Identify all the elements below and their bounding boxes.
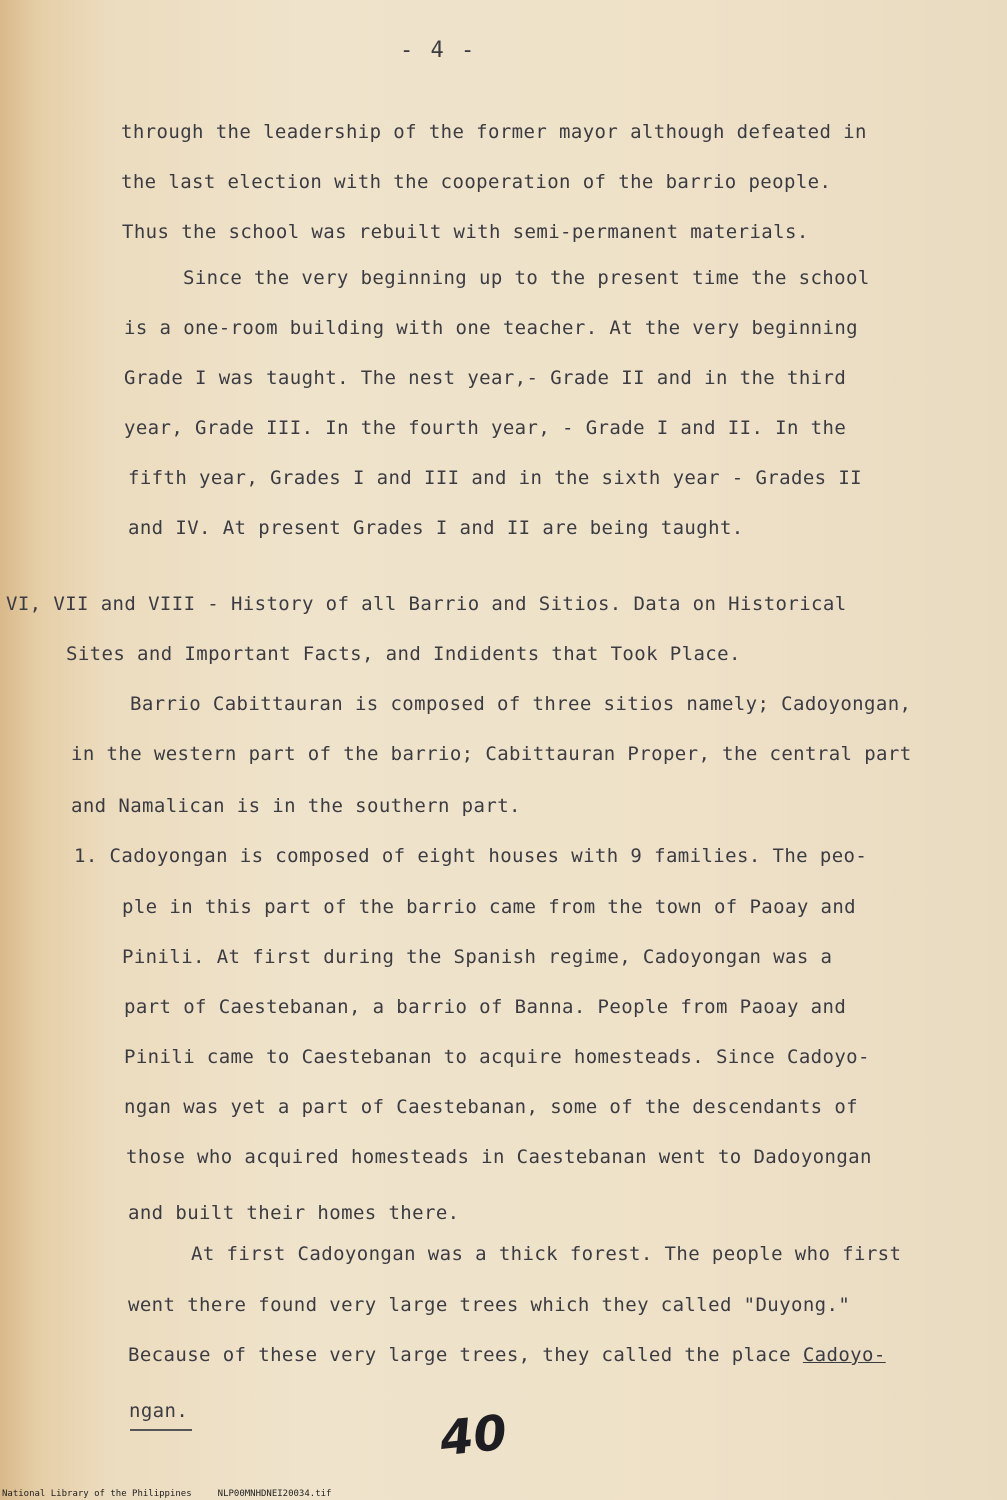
text-line: in the western part of the barrio; Cabittauran Proper, the central part [71, 743, 912, 765]
text-line: and IV. At present Grades I and II are being taught. [128, 517, 744, 539]
footer-file: NLP00MNHDNEI20034.tif [217, 1489, 332, 1499]
footer [2, 1489, 331, 1499]
text-line: went there found very large trees which they called "Duyong." [128, 1294, 851, 1316]
text-line: ple in this part of the barrio came from the town of Paoay and [122, 896, 857, 918]
list-item: 1. Cadoyongan is composed of eight houses with 9 families. The peo- [74, 845, 868, 867]
text-line: At first Cadoyongan was a thick forest. The people who first [191, 1243, 902, 1265]
text-line: those who acquired homesteads in Caestebanan went to Dadoyongan [126, 1146, 872, 1168]
text-line: Thus the school was rebuilt with semi-permanent materials. [122, 221, 809, 243]
text-line: through the leadership of the former mayor although defeated in [121, 121, 867, 143]
divider [130, 1429, 192, 1431]
page-number: - 4 - [400, 38, 477, 63]
text-line: Grade I was taught. The nest year,- Grade II and in the third [124, 367, 847, 389]
text-line: is a one-room building with one teacher. At the very beginning [124, 317, 859, 339]
text-line: ngan was yet a part of Caestebanan, some of the descendants of [124, 1096, 859, 1118]
text-line: Pinili. At first during the Spanish regime, Cadoyongan was a [122, 946, 833, 968]
section-heading: VI, VII and VIII - History of all Barrio and Sitios. Data on Historical [6, 593, 847, 615]
text-line: part of Caestebanan, a barrio of Banna. People from Paoay and [124, 996, 847, 1018]
text-line: Barrio Cabittauran is composed of three sitios namely; Cadoyongan, [130, 693, 912, 715]
text-line: Since the very beginning up to the present time the school [183, 267, 870, 289]
text-line: Pinili came to Caestebanan to acquire homesteads. Since Cadoyo- [124, 1046, 870, 1068]
text-line [128, 1343, 886, 1367]
text-line-main: Because of these very large trees, they called the place [128, 1344, 803, 1366]
handwritten-page-stamp: 40 [437, 1404, 510, 1468]
underlined-word: Cadoyo- [802, 1344, 886, 1366]
text-line: and built their homes there. [128, 1202, 460, 1224]
text-line: fifth year, Grades I and III and in the sixth year - Grades II [128, 467, 863, 489]
text-line: year, Grade III. In the fourth year, - Grade I and II. In the [124, 417, 847, 439]
footer-library: National Library of the Philippines [2, 1489, 192, 1499]
text-line: and Namalican is in the southern part. [71, 795, 521, 817]
section-heading: Sites and Important Facts, and Indidents that Took Place. [66, 643, 741, 665]
text-line: ngan. [129, 1400, 189, 1422]
text-line: the last election with the cooperation of the barrio people. [121, 171, 832, 193]
